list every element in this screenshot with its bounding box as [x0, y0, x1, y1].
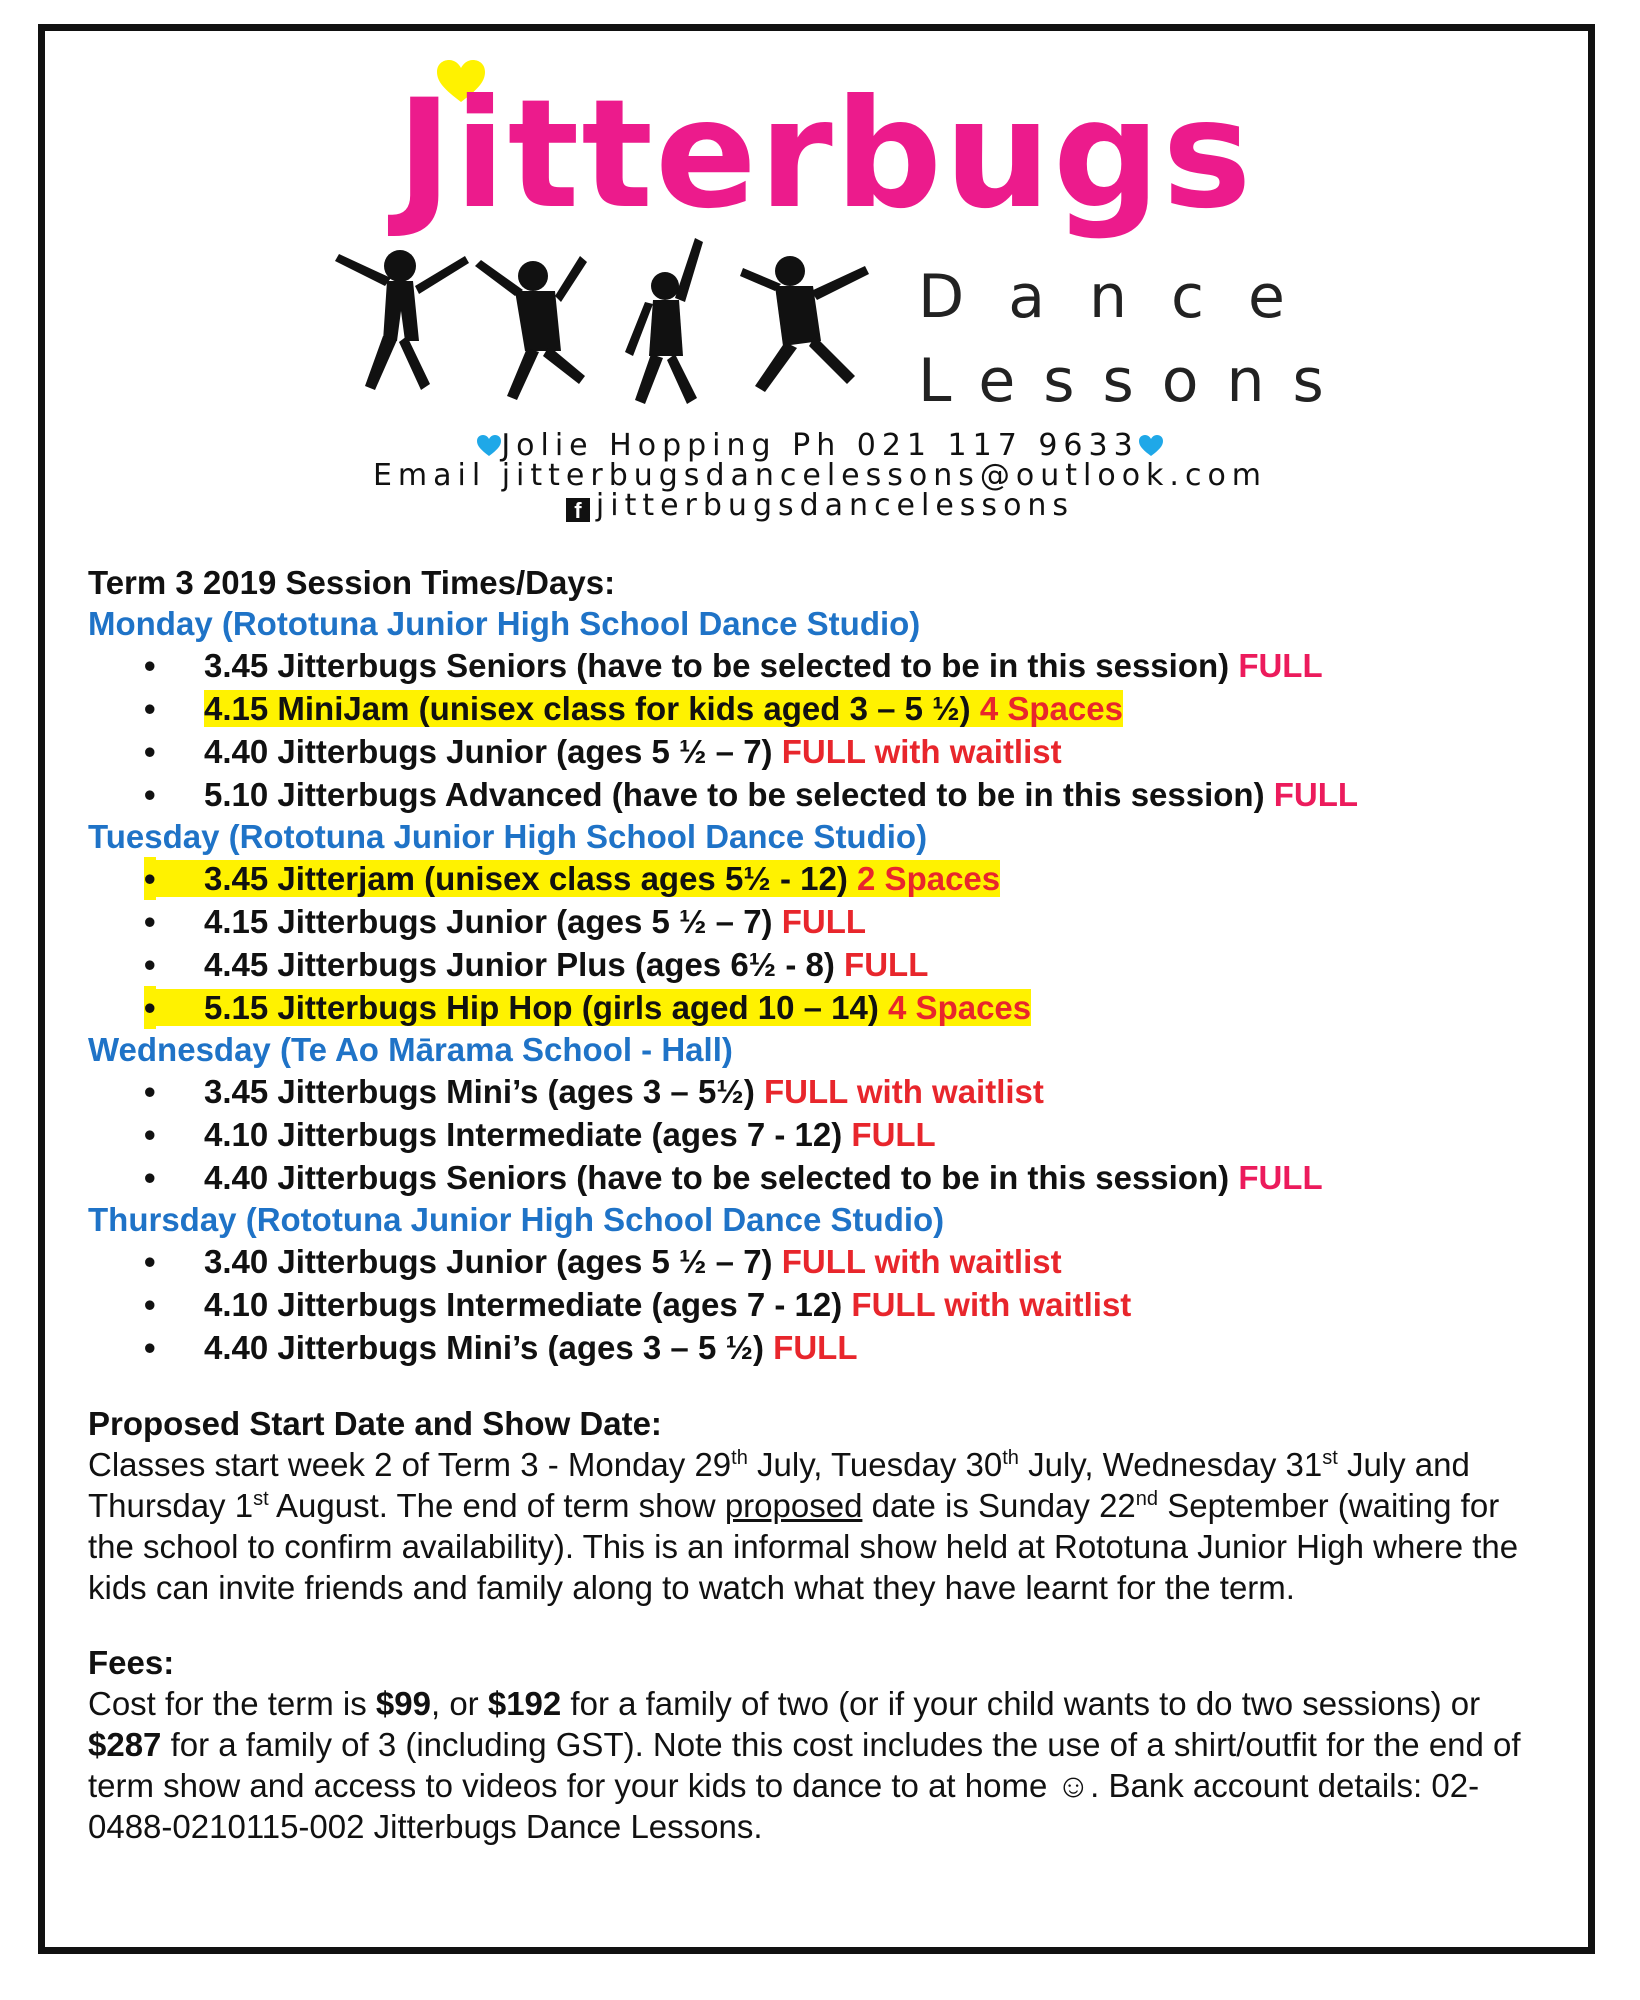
contact-facebook[interactable]	[40, 488, 1600, 523]
session-status: FULL	[781, 903, 867, 940]
session-item	[88, 1156, 1548, 1199]
day-heading-monday: Monday (Rototuna Junior High School Dance Studio)	[88, 605, 921, 642]
session-item	[88, 687, 1548, 730]
session-item	[88, 943, 1548, 986]
bullet: •	[144, 903, 156, 940]
session-text: 4.15 Jitterbugs Junior (ages 5 ½ – 7)	[204, 903, 773, 940]
session-text: 4.10 Jitterbugs Intermediate (ages 7 - 12)	[204, 1286, 843, 1323]
session-item	[88, 1240, 1548, 1283]
dancer-silhouette-1	[335, 250, 469, 390]
bullet: •	[144, 733, 156, 770]
facebook-icon: f	[566, 498, 590, 522]
session-status: FULL	[1238, 1159, 1323, 1196]
session-status: FULL	[773, 1329, 858, 1366]
session-status: FULL with waitlist	[781, 1243, 1062, 1280]
session-item	[88, 1113, 1548, 1156]
dancer-silhouette-3	[625, 238, 703, 404]
dates-paragraph: Classes start week 2 of Term 3 - Monday 29th July, Tuesday 30th July, Wednesday 31st July and Thursday 1st August. The end of term show proposed date is Sunday 22nd September (waiting for the school to confirm availability). This is an informal show held at Rototuna Junior High where the kids can invite friends and family along to watch what they have learnt for the term.	[88, 1446, 1519, 1606]
session-status: 4 Spaces	[979, 690, 1123, 727]
bullet: •	[144, 1116, 156, 1153]
session-text: 4.40 Jitterbugs Junior (ages 5 ½ – 7)	[204, 733, 773, 770]
session-text: 5.10 Jitterbugs Advanced (have to be selected to be in this session)	[204, 776, 1265, 813]
bullet: •	[144, 1073, 156, 1110]
session-text: 5.15 Jitterbugs Hip Hop (girls aged 10 – 14)	[144, 989, 879, 1026]
heart-icon	[477, 435, 501, 457]
bullet: •	[144, 986, 156, 1029]
session-status: 2 Spaces	[857, 860, 1001, 897]
session-item	[88, 773, 1548, 816]
bullet: •	[144, 647, 156, 684]
session-status: FULL with waitlist	[764, 1073, 1044, 1110]
session-text: 4.45 Jitterbugs Junior Plus (ages 6½ - 8)	[204, 946, 835, 983]
day-heading-tuesday: Tuesday (Rototuna Junior High School Dance Studio)	[88, 818, 928, 855]
jitterbugs-logo	[330, 70, 1320, 240]
schedule-title: Term 3 2019 Session Times/Days:	[88, 564, 616, 601]
day-heading-wednesday: Wednesday (Te Ao Mārama School - Hall)	[88, 1031, 733, 1068]
bullet: •	[144, 946, 156, 983]
session-text: 4.40 Jitterbugs Mini’s (ages 3 – 5 ½)	[204, 1329, 764, 1366]
bullet: •	[144, 1286, 156, 1323]
dancer-silhouettes	[335, 236, 885, 406]
heart-icon	[1139, 435, 1163, 457]
session-item	[88, 986, 1548, 1029]
session-status: FULL	[1273, 776, 1359, 813]
day-heading-thursday: Thursday (Rototuna Junior High School Dance Studio)	[88, 1201, 945, 1238]
bullet: •	[144, 1159, 156, 1196]
session-list-tuesday	[88, 857, 1548, 1029]
session-item	[88, 900, 1548, 943]
dancer-silhouette-2	[475, 256, 587, 400]
contact-phone-text: Jolie Hopping Ph 021 117 9633	[501, 428, 1139, 463]
session-item	[88, 644, 1548, 687]
session-text: 3.45 Jitterbugs Mini’s (ages 3 – 5½)	[204, 1073, 755, 1110]
fees-title: Fees:	[88, 1644, 175, 1681]
session-item	[88, 857, 1548, 900]
session-text: 4.40 Jitterbugs Seniors (have to be selected to be in this session)	[204, 1159, 1230, 1196]
facebook-handle: jitterbugsdancelessons	[595, 488, 1075, 523]
logo-title: Jitterbugs	[396, 68, 1254, 242]
session-item	[88, 1283, 1548, 1326]
session-status: FULL with waitlist	[781, 733, 1062, 770]
dancer-silhouette-4	[740, 256, 869, 392]
session-status: FULL	[851, 1116, 936, 1153]
session-text: 4.15 MiniJam (unisex class for kids aged 3 – 5 ½)	[204, 690, 971, 727]
bullet: •	[144, 857, 156, 900]
dates-title: Proposed Start Date and Show Date:	[88, 1405, 662, 1442]
bullet: •	[144, 1243, 156, 1280]
dance-word: Dance	[918, 262, 1329, 332]
session-item	[88, 730, 1548, 773]
session-list-monday	[88, 644, 1548, 816]
session-status: 4 Spaces	[888, 989, 1032, 1026]
session-text: 3.45 Jitterbugs Seniors (have to be selected to be in this session)	[204, 647, 1230, 684]
bullet: •	[144, 1329, 156, 1366]
session-text: 3.45 Jitterjam (unisex class ages 5½ - 12)	[144, 860, 848, 897]
main-content	[88, 562, 1548, 1847]
session-list-thursday	[88, 1240, 1548, 1369]
session-item	[88, 1070, 1548, 1113]
session-status: FULL	[1238, 647, 1323, 684]
session-text: 4.10 Jitterbugs Intermediate (ages 7 - 12)	[204, 1116, 843, 1153]
fees-paragraph: Cost for the term is $99, or $192 for a family of two (or if your child wants to do two sessions) or $287 for a family of 3 (including GST). Note this cost includes the use of a shirt/outfit for the end of term show and access to videos for your kids to dance to at home ☺. Bank account details: 02-0488-0210115-002 Jitterbugs Dance Lessons.	[88, 1685, 1521, 1845]
session-list-wednesday	[88, 1070, 1548, 1199]
session-item	[88, 1326, 1548, 1369]
contact-email[interactable]: Email jitterbugsdancelessons@outlook.com	[372, 458, 1268, 493]
session-status: FULL	[844, 946, 929, 983]
bullet: •	[144, 690, 156, 727]
session-text: 3.40 Jitterbugs Junior (ages 5 ½ – 7)	[204, 1243, 773, 1280]
session-status: FULL with waitlist	[851, 1286, 1132, 1323]
bullet: •	[144, 776, 156, 813]
lessons-word: Lessons	[918, 346, 1352, 416]
